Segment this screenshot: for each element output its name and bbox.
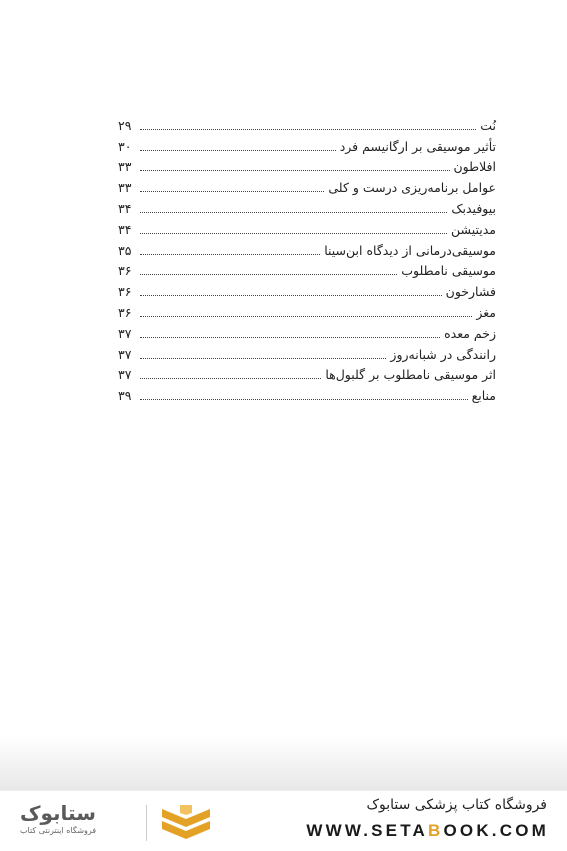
toc-entry: [118, 175, 496, 196]
toc-entry-page: ۳۷: [118, 326, 138, 342]
setabook-logo[interactable]: [20, 801, 220, 845]
url-suffix: OOK.COM: [443, 821, 549, 840]
toc-entry-page: ۳۷: [118, 347, 138, 363]
toc-entry-page: ۳۳: [118, 180, 138, 196]
toc-entry-page: ۳۶: [118, 263, 138, 279]
toc-leader-dots: [140, 377, 321, 379]
toc-entry-page: ۳۶: [118, 284, 138, 300]
toc-leader-dots: [140, 273, 397, 275]
toc-leader-dots: [140, 294, 442, 296]
toc-entry-title: زخم معده: [444, 325, 496, 341]
logo-text-block: [20, 801, 138, 845]
toc-entry-page: ۳۹: [118, 388, 138, 404]
toc-leader-dots: [140, 253, 320, 255]
toc-entry-page: ۲۹: [118, 118, 138, 134]
logo-wordmark: ستابوک: [20, 801, 96, 825]
toc-entry-title: عوامل برنامه‌ریزی درست و کلی: [328, 180, 496, 196]
toc-entry: [118, 134, 496, 155]
toc-entry-page: ۳۶: [118, 305, 138, 321]
shop-url[interactable]: [306, 821, 549, 841]
toc-entry: [118, 113, 496, 134]
toc-entry: [118, 259, 496, 280]
toc-entry: [118, 155, 496, 176]
toc-entry-page: ۳۳: [118, 159, 138, 175]
toc-entry-title: موسیقی‌درمانی از دیدگاه ابن‌سینا: [324, 242, 496, 258]
logo-subtitle: فروشگاه اینترنتی کتاب: [20, 826, 97, 835]
toc-entry-title: اثر موسیقی نامطلوب بر گلبول‌ها: [325, 367, 496, 383]
toc-entry-title: مغز: [476, 304, 496, 320]
toc-leader-dots: [140, 357, 386, 359]
toc-leader-dots: [140, 211, 447, 213]
footer-banner: [0, 790, 567, 851]
toc-entry: [118, 238, 496, 259]
toc-entry-title: موسیقی نامطلوب: [401, 263, 496, 279]
toc-entry: [118, 342, 496, 363]
toc-leader-dots: [140, 232, 447, 234]
toc-entry: [118, 217, 496, 238]
url-prefix: WWW.SETA: [306, 821, 428, 840]
toc-entry-page: ۳۰: [118, 139, 138, 155]
toc-entry: [118, 383, 496, 404]
toc-entry: [118, 321, 496, 342]
table-of-contents: [118, 113, 496, 404]
toc-entry: [118, 300, 496, 321]
logo-divider: [146, 805, 147, 841]
toc-entry: [118, 363, 496, 384]
book-chevron-icon: [158, 803, 214, 843]
toc-entry-page: ۳۵: [118, 243, 138, 259]
toc-entry-page: ۳۴: [118, 201, 138, 217]
toc-entry-title: افلاطون: [453, 159, 496, 175]
shop-name: فروشگاه کتاب پزشکی ستابوک: [366, 797, 547, 813]
toc-leader-dots: [140, 128, 476, 130]
toc-leader-dots: [140, 336, 440, 338]
toc-entry-title: رانندگی در شبانه‌روز: [390, 346, 496, 362]
toc-leader-dots: [140, 398, 468, 400]
toc-entry: [118, 196, 496, 217]
page-shadow: [0, 735, 567, 790]
toc-entry-title: منابع: [471, 388, 496, 404]
toc-leader-dots: [140, 169, 450, 171]
toc-entry-page: ۳۷: [118, 367, 138, 383]
url-accent: B: [428, 821, 444, 840]
toc-entry-title: مدیتیشن: [451, 221, 496, 237]
toc-entry-title: نُت: [480, 117, 496, 133]
toc-entry: [118, 279, 496, 300]
toc-leader-dots: [140, 315, 472, 317]
toc-entry-page: ۳۴: [118, 222, 138, 238]
toc-leader-dots: [140, 149, 336, 151]
toc-entry-title: بیوفیدبک: [451, 200, 496, 216]
toc-entry-title: فشارخون: [445, 284, 496, 300]
toc-entry-title: تأثیر موسیقی بر ارگانیسم فرد: [339, 138, 496, 154]
toc-leader-dots: [140, 190, 324, 192]
